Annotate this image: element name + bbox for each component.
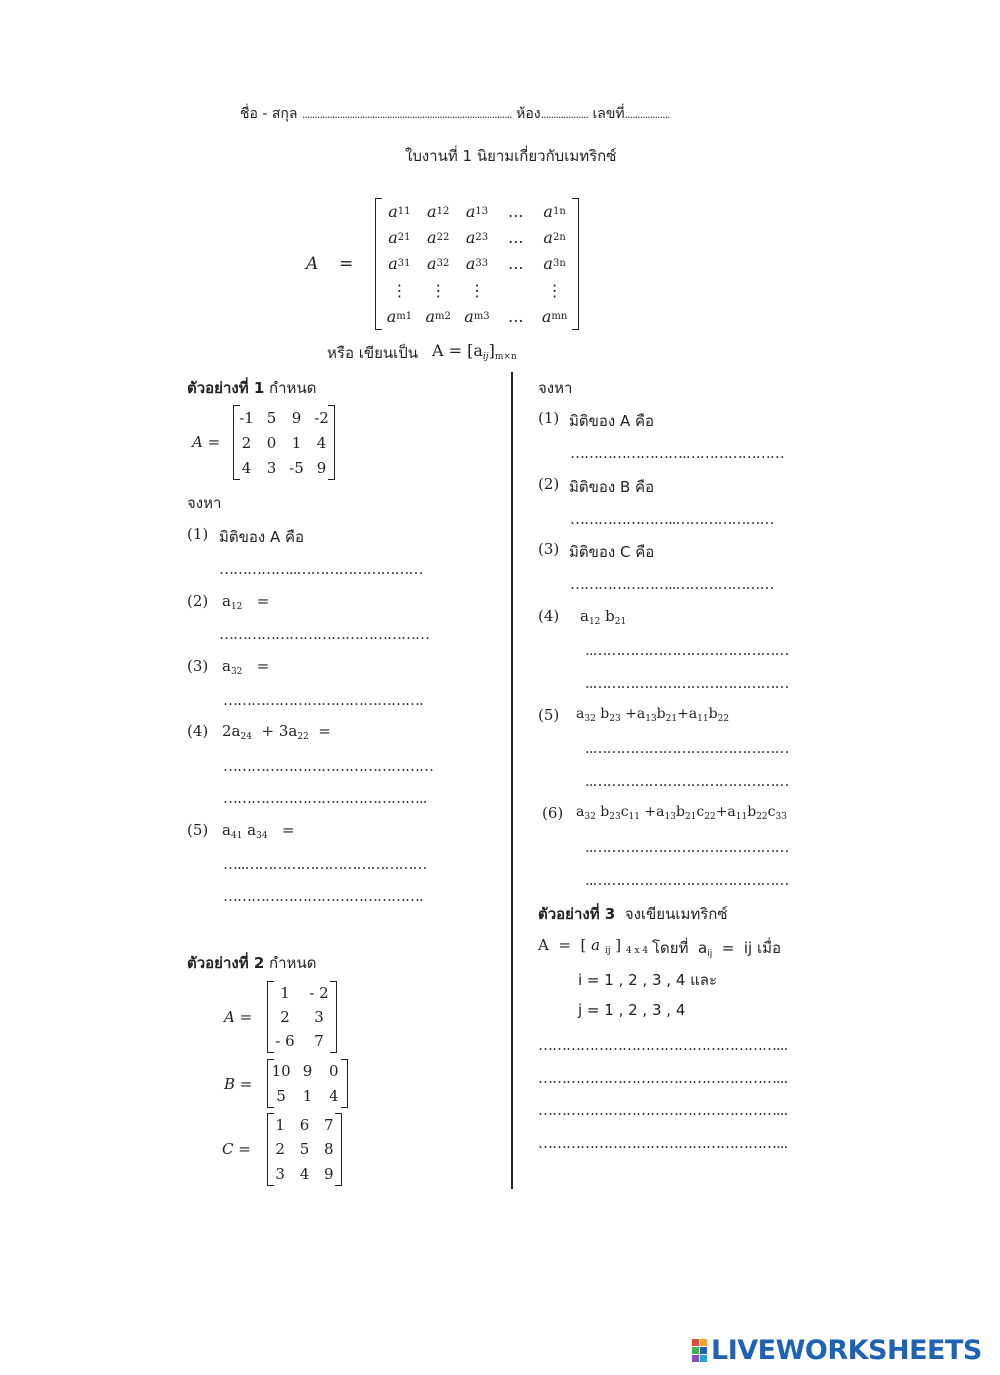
definition-matrix <box>375 198 579 330</box>
q5-answer-1[interactable]: …..………………………………… <box>223 855 427 873</box>
logo-mark-icon <box>692 1339 707 1362</box>
q4-answer-2[interactable]: …………………………………….. <box>223 789 427 807</box>
definition-cell-1-4: ... <box>508 201 524 221</box>
definition-cell-2-3: a 23 <box>465 228 489 248</box>
example2-C-cell-3-1: 3 <box>275 1164 285 1183</box>
example1-cell-2-1: 2 <box>241 433 252 452</box>
r3-answer[interactable]: …………………..………………… <box>570 575 774 593</box>
example2-B-cell-2-1: 5 <box>276 1086 286 1105</box>
example1-matrix <box>233 405 335 480</box>
example2-A-cell-2-1: 2 <box>280 1008 290 1026</box>
example2-C-cell-1-2: 6 <box>299 1116 310 1135</box>
definition-cell-1-3: a 13 <box>465 201 489 221</box>
name-label: ชื่อ - สกุล <box>240 106 298 122</box>
definition-cell-5-1: a m1 <box>386 307 413 327</box>
q5-answer-2[interactable]: ……………………………………. <box>223 887 423 905</box>
room-label: ห้อง <box>516 106 541 122</box>
example1-cell-1-3: 9 <box>291 408 302 427</box>
example3-line1b: โดยที่ $a_{ij}$ = ij เมื่อ <box>652 939 781 959</box>
definition-cell-1-5: a 1n <box>543 201 566 221</box>
logo-text: LIVEWORKSHEETS <box>711 1335 982 1366</box>
r4-answer-1[interactable]: ..…………………………………… <box>585 641 789 659</box>
r6-text: $a_{32}$ $b_{23}c_{11} +a_{13}b_{21}c_{22}+a_{11}b_{22}c_{33}$ <box>576 804 787 822</box>
example2-C-cell-2-1: 2 <box>275 1140 285 1159</box>
definition-eq: = <box>339 254 354 274</box>
example2-C-cell-2-3: 8 <box>324 1140 334 1159</box>
q1-answer[interactable]: ……………..……………………… <box>219 560 423 578</box>
example2-B-cell-1-3: 0 <box>329 1062 339 1081</box>
definition-cell-2-4: ... <box>508 228 524 248</box>
q1-number: (1) <box>187 525 209 543</box>
example1-find: จงหา <box>187 494 222 512</box>
example2-C-lhs: C = <box>222 1140 251 1158</box>
q3-number: (3) <box>187 657 209 675</box>
definition-or-text: หรือ เขียนเป็น <box>327 344 419 362</box>
example3-answer-4[interactable]: ……………………………………………... <box>538 1134 788 1152</box>
r6-answer-2[interactable]: ..…………………………………… <box>585 871 789 889</box>
definition-cell-2-5: a 2n <box>543 228 566 248</box>
example1-cell-1-4: -2 <box>314 408 329 427</box>
example3-answer-1[interactable]: ……………………………………………... <box>538 1036 788 1054</box>
example2-C-cell-1-3: 7 <box>324 1116 334 1135</box>
q2-answer[interactable]: ……………………………………… <box>219 625 429 643</box>
q4-number: (4) <box>187 722 209 740</box>
example3-answer-3[interactable]: ……………………………………………... <box>538 1101 788 1119</box>
definition-cell-1-1: a 11 <box>388 201 411 221</box>
logo-square-2 <box>700 1339 707 1346</box>
logo-square-3 <box>692 1347 699 1354</box>
definition-lhs: A <box>306 254 319 274</box>
example2-A-cell-2-2: 3 <box>314 1008 324 1026</box>
number-field[interactable]: .................. <box>624 108 670 121</box>
example2-B-cell-2-2: 1 <box>302 1086 313 1105</box>
example1-cell-2-3: 1 <box>291 433 302 452</box>
page-title: ใบงานที่ 1 นิยามเกี่ยวกับเมทริกซ์ <box>405 147 617 165</box>
r1-number: (1) <box>538 409 560 427</box>
example1-cell-2-2: 0 <box>266 433 277 452</box>
definition-cell-3-5: a 3n <box>543 254 566 274</box>
definition-cell-2-1: a 21 <box>388 228 411 248</box>
column-divider <box>511 372 513 1189</box>
number-label: เลขที่ <box>592 106 625 122</box>
q1-text: มิติของ A คือ <box>219 528 305 546</box>
q4-answer-1[interactable]: ……………………………………… <box>223 757 433 775</box>
definition-cell-2-2: a 22 <box>427 228 450 248</box>
r5-text: $a_{32}$ $b_{23} +a_{13}b_{21}+a_{11}b_{22}$ <box>576 706 730 724</box>
logo-square-5 <box>692 1355 699 1362</box>
example3-line3: j = 1 , 2 , 3 , 4 <box>578 1001 686 1019</box>
example1-lhs: A = <box>192 433 221 451</box>
r2-answer[interactable]: …………………..………………… <box>570 510 774 528</box>
definition-cell-1-2: a 12 <box>427 201 450 221</box>
example2-A-cell-3-2: 7 <box>314 1032 324 1050</box>
example2-matrix-B <box>267 1059 348 1108</box>
definition-cell-3-4: ... <box>508 254 524 274</box>
r6-number: (6) <box>542 804 564 822</box>
q4-text: $2a_{24} + 3a_{22}$ = <box>222 722 331 742</box>
example1-cell-3-4: 9 <box>316 458 327 477</box>
q3-text: $a_{32}$ = <box>222 657 270 677</box>
definition-short-form: $A = [a_{ij}]_{m\times n}$ <box>432 341 517 362</box>
example2-C-cell-2-2: 5 <box>299 1140 310 1159</box>
q5-number: (5) <box>187 821 209 839</box>
definition-cell-5-3: a m3 <box>464 307 490 327</box>
example1-cell-1-1: -1 <box>239 408 254 427</box>
example1-cell-2-4: 4 <box>316 433 327 452</box>
example2-B-lhs: B = <box>224 1075 253 1093</box>
example2-A-lhs: A = <box>224 1008 253 1026</box>
example2-matrix-C <box>267 1113 342 1186</box>
example2-B-cell-1-1: 10 <box>271 1062 291 1081</box>
r2-text: มิติของ B คือ <box>569 478 655 496</box>
r5-number: (5) <box>538 706 560 724</box>
r5-answer-2[interactable]: ..…………………………………… <box>585 772 789 790</box>
example2-A-cell-1-1: 1 <box>280 984 290 1002</box>
example2-matrix-A <box>267 981 337 1053</box>
right-find: จงหา <box>538 379 573 397</box>
r3-text: มิติของ C คือ <box>569 543 655 561</box>
definition-cell-4-3: ⋮ <box>468 280 485 300</box>
example2-C-cell-1-1: 1 <box>275 1116 285 1135</box>
example2-B-cell-1-2: 9 <box>302 1062 313 1081</box>
logo-square-4 <box>700 1347 707 1354</box>
example1-cell-3-1: 4 <box>241 458 252 477</box>
definition-cell-4-2: ⋮ <box>430 280 447 300</box>
definition-cell-4-4 <box>496 277 535 303</box>
example3-heading: ตัวอย่างที่ 3 จงเขียนเมทริกซ์ <box>538 905 728 923</box>
example1-cell-1-2: 5 <box>266 408 277 427</box>
definition-cell-3-3: a 33 <box>465 254 489 274</box>
room-field[interactable]: ................... <box>540 108 589 121</box>
example2-A-cell-3-1: - 6 <box>275 1032 295 1050</box>
example3-answer-2[interactable]: ……………………………………………... <box>538 1069 788 1087</box>
r4-number: (4) <box>538 607 560 625</box>
definition-cell-3-1: a 31 <box>388 254 411 274</box>
example1-heading: ตัวอย่างที่ 1 กำหนด <box>187 379 317 397</box>
liveworksheets-logo <box>692 1335 982 1366</box>
q3-answer[interactable]: ……………………………………. <box>223 691 423 709</box>
definition-cell-4-5: ⋮ <box>546 280 563 300</box>
r4-text: $a_{12}$ $b_{21}$ <box>580 607 627 627</box>
example1-cell-3-2: 3 <box>266 458 277 477</box>
q2-number: (2) <box>187 592 209 610</box>
q2-text: $a_{12}$ = <box>222 592 270 612</box>
q5-text: $a_{41}$ $a_{34}$ = <box>222 821 295 841</box>
definition-cell-5-5: a mn <box>541 307 568 327</box>
example2-C-cell-3-3: 9 <box>324 1164 334 1183</box>
definition-cell-4-1: ⋮ <box>391 280 408 300</box>
r1-answer[interactable]: …………………….………………… <box>570 444 784 462</box>
r6-answer-1[interactable]: ..…………………………………… <box>585 838 789 856</box>
r3-number: (3) <box>538 540 560 558</box>
definition-cell-5-4: ... <box>508 307 524 327</box>
logo-square-6 <box>700 1355 707 1362</box>
logo-square-1 <box>692 1339 699 1346</box>
header-line <box>240 103 670 125</box>
example2-heading: ตัวอย่างที่ 2 กำหนด <box>187 954 317 972</box>
name-field[interactable]: .................................................................................... <box>301 108 512 121</box>
definition-cell-3-2: a 32 <box>427 254 450 274</box>
r5-answer-1[interactable]: ..…………………………………… <box>585 739 789 757</box>
example3-line2: i = 1 , 2 , 3 , 4 และ <box>578 971 718 989</box>
r2-number: (2) <box>538 475 560 493</box>
example1-cell-3-3: -5 <box>289 458 304 477</box>
example2-B-cell-2-3: 4 <box>329 1086 339 1105</box>
example2-C-cell-3-2: 4 <box>299 1164 310 1183</box>
r4-answer-2[interactable]: ..…………………………………… <box>585 674 789 692</box>
example2-A-cell-1-2: - 2 <box>309 984 329 1002</box>
r1-text: มิติของ A คือ <box>569 412 655 430</box>
example3-line1: A = [ a $_{ij}$ ] $_{4 x 4}$ <box>538 936 649 956</box>
definition-cell-5-2: a m2 <box>425 307 451 327</box>
